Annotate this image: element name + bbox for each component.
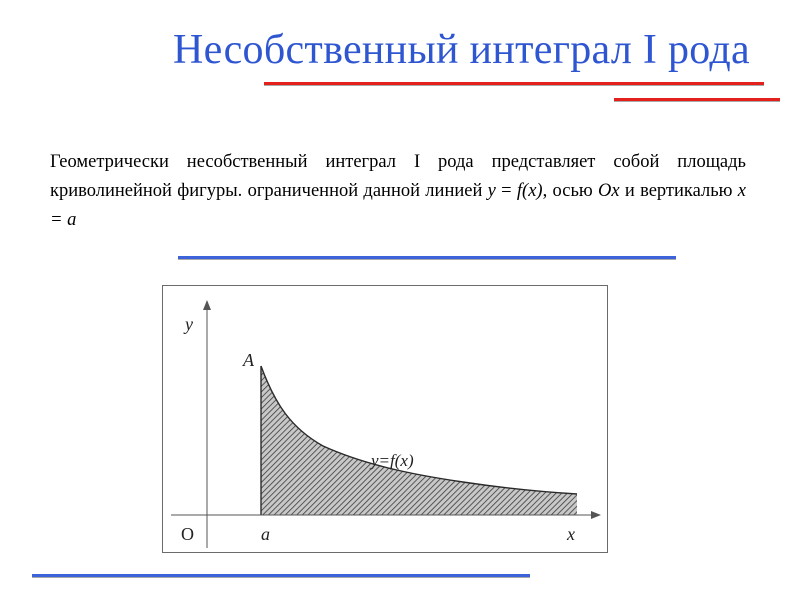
x-axis-label: x [567,524,575,544]
separator-top [178,256,676,259]
y-axis-label: y [185,314,193,334]
paragraph-text-before: Геометрически несобственный интеграл I рода представляет собой площадь криволинейной фигуры. ограниченной данной линией [50,152,746,201]
slide-title: Несобственный интеграл I рода [172,27,750,73]
formula-xa: x = a [50,181,746,230]
formula-f: f [516,181,523,201]
shaded-area [261,366,577,515]
A-label: A [243,350,254,370]
title-underline-short [614,98,780,101]
formula-eq: = [495,181,517,201]
definition-paragraph [50,148,746,235]
formula-y: y [487,181,496,201]
paragraph-text-mid: , осью [542,181,598,201]
axis-ox: Ox [598,181,620,201]
title-underline-long [264,82,764,85]
origin-label: O [181,524,194,544]
integral-diagram [163,286,609,554]
a-label: a [261,524,270,544]
x-axis-arrow [591,511,601,519]
integral-figure [162,285,608,553]
paragraph-text-mid2: и вертикалью [619,181,738,201]
formula-x: (x) [522,181,543,201]
separator-bottom [32,574,530,577]
y-axis-arrow [203,300,211,310]
curve-label: y=f(x) [371,451,414,470]
